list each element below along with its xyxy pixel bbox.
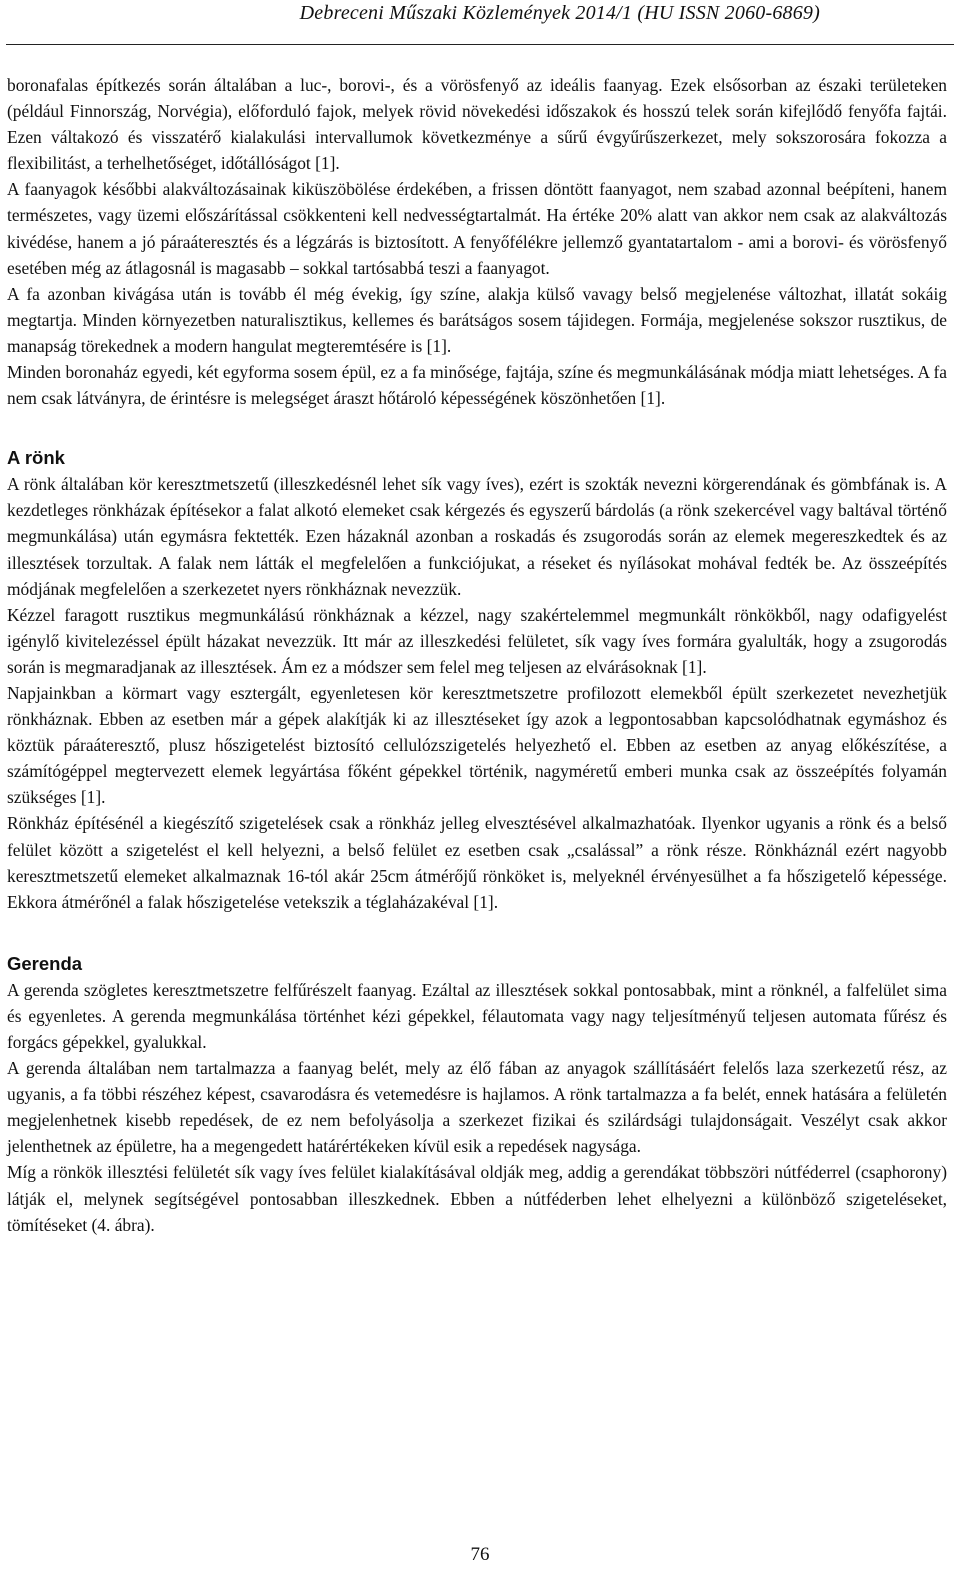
page-number: 76 — [470, 1544, 490, 1565]
running-header: Debreceni Műszaki Közlemények 2014/1 (HU ISSN 2060-6869) — [299, 2, 820, 24]
section-heading-ronk: A rönk — [7, 447, 65, 469]
section-heading-gerenda: Gerenda — [7, 952, 83, 974]
paragraph: A rönk általában kör keresztmetszetű (illeszkedésnél lehet sík vagy íves), ezért is szokták nevezni körgerendának és gömbfának is. A kezdetleges rönkházak építésekor a falat alkotó elemeket csak kérgezés és egyszerű bárdolás (a rönk szekercével vagy baltával történő megmunkálása) után egymásra fektették. Ezen házaknál azonban a roskadás és zsugorodás során az elemek megereszkedtek és az illesztések torzultak. A falak nem látták el megfelelően a funkciójukat, a réseket és nyílásokat mohával fedték be. Az összeépítés módjának megfelelően a szerkezetet nyers rönkháznak nevezzük. — [7, 474, 947, 599]
header-rule — [6, 44, 954, 45]
paragraph: boronafalas építkezés során általában a luc-, borovi-, és a vörösfenyő az ideális faanyag. Ezek elsősorban az északi területeken (például Finnország, Norvégia), előforduló fajok, melyek rövid növekedési időszakok és hosszú telek során kifejlődő fenyőfa fajtái. Ezen váltakozó és visszatérő kialakulási intervallumok következménye a sűrű évgyűrűszerkezet, mely sokszorosára fokozza a flexibilitást, a terhelhetőséget, időtállóságot [1]. — [7, 75, 947, 174]
paragraph: A fa azonban kivágása után is tovább él még évekig, így színe, alakja külső vavagy belső megjelenése változhat, illatát sokáig megtartja. Minden környezetben naturalisztikus, kellemes és barátságos sosem tájidegen. Formája, megjelenése sokszor rusztikus, de manapság törekednek a modern hangulat megteremtésére is [1]. — [7, 283, 947, 356]
paragraph: Kézzel faragott rusztikus megmunkálású rönkháznak a kézzel, nagy szakértelemmel megmunkált rönkökből, nagy odafigyelést igénylő kivitelezéssel épült házakat nevezzük. Itt már az illeszkedési felületet, sík vagy íves formára gyalulták, hogy a zsugorodás során is megmaradjanak az illesztések. Ám ez a módszer sem felel meg teljesen az elvárásoknak [1]. — [7, 604, 947, 677]
article-body — [7, 72, 947, 1238]
paragraph: A gerenda általában nem tartalmazza a faanyag belét, mely az élő fában az anyagok szállításáért felelős laza szerkezetű rész, az ugyanis, a fa többi részéhez képest, csavarodásra és vetemedésre is hajlamos. A rönk tartalmazza a fa belét, ennek hatására a felületén megjelenhetnek kisebb repedések, de ez nem befolyásolja a szerkezet fizikai és szilárdsági tulajdonságait. Veszélyt csak akkor jelenthetnek az épületre, ha a megengedett határértékeken kívül esik a repedések nagysága. — [7, 1058, 947, 1157]
paragraph: Minden boronaház egyedi, két egyforma sosem épül, ez a fa minősége, fajtája, színe és megmunkálásának módja miatt lehetséges. A fa nem csak látványra, de érintésre is melegséget áraszt hőtároló képességének köszönhetően [1]. — [7, 362, 947, 409]
paragraph: A faanyagok későbbi alakváltozásainak kiküszöbölése érdekében, a frissen döntött faanyagot, nem szabad azonnal beépíteni, hanem természetes, vagy üzemi előszárítással csökkenteni kell nedvességtartalmát. Ha értéke 20% alatt van akkor nem csak az alakváltozás kivédése, hanem a jó páraáteresztés és a légzárás is biztosított. A fenyőfélékre jellemző gyantatartalom - ami a borovi- és vörösfenyő esetében még az átlagosnál is magasabb – sokkal tartósabbá teszi a faanyagot. — [7, 179, 947, 278]
paragraph: Míg a rönkök illesztési felületét sík vagy íves felület kialakításával oldják meg, addig a gerendákat többszöri nútféderrel (csaphorony) látják el, melynek segítségével pontosabban illeszkednek. Ebben a nútféderben lehet elhelyezni a különböző szigeteléseket, tömítéseket (4. ábra). — [7, 1162, 947, 1235]
paragraph: Rönkház építésénél a kiegészítő szigetelések csak a rönkház jelleg elvesztésével alkalmazhatóak. Ilyenkor ugyanis a rönk és a belső felület között a szigetelést el kell helyezni, a belső felület ez esetben csak „csalással” a rönk része. Rönkháznál ezért nagyobb keresztmetszetű elemeket alkalmaznak 16-tól akár 25cm átmérőjű rönköket is, melyeknél érvényesülhet a fa hőszigetelő képessége. Ekkora átmérőnél a falak hőszigetelése vetekszik a téglaházakéval [1]. — [7, 813, 947, 912]
paragraph: Napjainkban a körmart vagy esztergált, egyenletesen kör keresztmetszetre profilozott elemekből épült szerkezetet nevezhetjük rönkháznak. Ebben az esetben már a gépek alakítják ki az illesztéseket így azok a legpontosabban kapcsolódhatnak egymáshoz és köztük páraáteresztő, plusz hőszigetelést biztosító cellulózszigetelés helyezhető el. Ebben az esetben az anyag előkészítése, a számítógéppel megtervezett elemek legyártása főként gépekkel történik, nagyméretű emberi munka csak az összeépítés folyamán szükséges [1]. — [7, 682, 947, 808]
paragraph: A gerenda szögletes keresztmetszetre felfűrészelt faanyag. Ezáltal az illesztések sokkal pontosabbak, mint a rönknél, a falfelület sima és egyenletes. A gerenda megmunkálása történhet kézi gépekkel, félautomata vagy nagy teljesítményű teljesen automata fűrész és forgács gépekkel, gyalukkal. — [7, 979, 947, 1052]
